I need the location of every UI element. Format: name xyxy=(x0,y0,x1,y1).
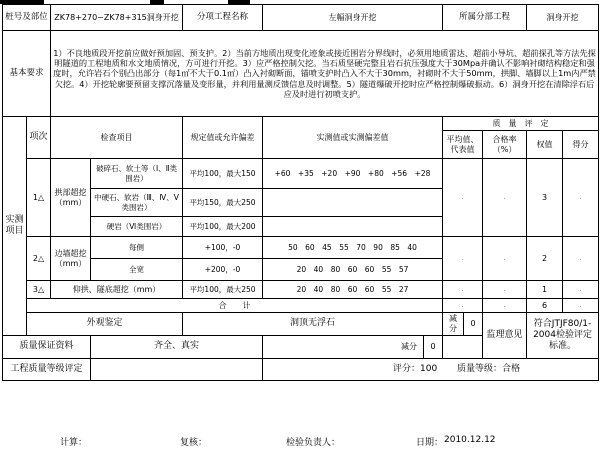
row3-weight: 1 xyxy=(527,281,563,299)
assurance-label: 质量保证资料 xyxy=(3,336,91,359)
sum-avg: . xyxy=(443,299,483,313)
row1-weight: 3 xyxy=(527,159,563,237)
row1-rock-b: 中硬石、软岩（Ⅲ、Ⅳ、Ⅴ类围岩） xyxy=(91,189,183,217)
row3-spec: 平均100，最大250 xyxy=(183,281,263,299)
values-header: 实测值或实测偏差值 xyxy=(263,117,443,159)
score-label: 评分： xyxy=(393,363,421,374)
row1-avg: . xyxy=(443,159,483,237)
row2-values-a: 50 60 45 55 70 90 85 40 xyxy=(263,237,443,259)
appearance-value: 洞顶无浮石 xyxy=(183,313,443,336)
sum-pass: . xyxy=(483,299,527,313)
row3-score: . xyxy=(563,281,599,299)
appearance-deduct-label: 减分 xyxy=(449,314,458,333)
calc-label: 计算： xyxy=(60,438,88,448)
row2-spec-b: +200，-0 xyxy=(183,259,263,281)
inspection-form-table xyxy=(2,4,599,381)
row3-item: 仰拱、隧底超挖（mm） xyxy=(51,281,183,299)
row1-pass: . xyxy=(483,159,527,237)
spec-header: 规定值或允许偏差 xyxy=(183,117,263,159)
row1-score: . xyxy=(563,159,599,237)
row1-spec-a: 平均100，最大150 xyxy=(183,159,263,189)
level-value: 合格 xyxy=(501,363,520,374)
sum-weight: 6 xyxy=(527,299,563,313)
row2-rock-b: 全宽 xyxy=(91,259,183,281)
appearance-deduct-value: 0 xyxy=(463,313,482,335)
review-label: 复核： xyxy=(180,438,208,448)
row1-values-a: +60 +35 +20 +90 +80 +56 +28 xyxy=(263,159,443,189)
assurance-deduct-label: 减分 xyxy=(401,342,418,351)
level-label: 质量等级： xyxy=(456,363,502,374)
row2-seq: 2△ xyxy=(27,237,51,281)
seq-header: 项次 xyxy=(27,117,51,159)
supervision-label: 监理意见 xyxy=(483,313,527,359)
score-header: 得分 xyxy=(563,131,599,159)
row1-values-b xyxy=(263,189,443,217)
row2-values-b: 20 40 80 60 60 55 57 xyxy=(263,259,443,281)
row1-spec-c: 平均100，最大200 xyxy=(183,217,263,237)
subitem-value: 左幅洞身开挖 xyxy=(263,5,443,31)
grade-values xyxy=(263,359,599,381)
sum-label: 合 计 xyxy=(27,299,443,313)
inspector-label: 检验负责人： xyxy=(286,438,341,448)
row2-score: . xyxy=(563,237,599,281)
grade-spacer xyxy=(91,359,263,381)
part-value: 洞身开挖 xyxy=(527,5,599,31)
requirements-label: 基本要求 xyxy=(3,31,51,117)
row2-rock-a: 每侧 xyxy=(91,237,183,259)
grade-label: 工程质量等级评定 xyxy=(3,359,91,381)
row1-spec-b: 平均150，最大250 xyxy=(183,189,263,217)
row3-pass: . xyxy=(483,281,527,299)
date-label: 日期： xyxy=(416,438,444,448)
row2-spec-a: +100，-0 xyxy=(183,237,263,259)
pile-label: 桩号及部位 xyxy=(3,5,51,31)
avg-header: 平均值、代表值 xyxy=(443,131,483,159)
row1-rock-c: 硬岩（Ⅵ类围岩） xyxy=(91,217,183,237)
item-header: 检查项目 xyxy=(51,117,183,159)
sum-score: . xyxy=(563,299,599,313)
row3-values: 20 40 80 60 60 55 27 xyxy=(263,281,443,299)
part-label: 所属分部工程 xyxy=(443,5,527,31)
supervision-value: 符合JTJF80/1-2004检验评定标准。 xyxy=(527,313,599,359)
weight-header: 权值 xyxy=(527,131,563,159)
row3-seq: 3△ xyxy=(27,281,51,299)
pass-header: 合格率（%） xyxy=(483,131,527,159)
row3-avg: . xyxy=(443,281,483,299)
subitem-label: 分项工程名称 xyxy=(183,5,263,31)
row1-item: 拱部超挖（mm） xyxy=(51,159,91,237)
date-value: 2010.12.12 xyxy=(444,435,496,445)
row2-item: 边墙超挖（mm） xyxy=(51,237,91,281)
row1-seq: 1△ xyxy=(27,159,51,237)
pile-value: ZK78+270~ZK78+315洞身开挖 xyxy=(51,5,183,31)
assurance-deduct-value: 0 xyxy=(423,336,442,358)
signature-footer xyxy=(0,432,600,448)
row1-rock-a: 破碎石、软土等（Ⅰ、Ⅱ类围岩） xyxy=(91,159,183,189)
row2-pass: . xyxy=(483,237,527,281)
assurance-value: 齐全、真实 xyxy=(91,336,263,359)
measured-items-label: 实测项目 xyxy=(3,117,27,336)
score-value: 100 xyxy=(420,363,438,374)
quality-header: 质 量 评 定 xyxy=(443,117,599,131)
row2-weight: 2 xyxy=(527,237,563,281)
appearance-label: 外观鉴定 xyxy=(27,313,183,336)
row2-avg: . xyxy=(443,237,483,281)
row1-values-c xyxy=(263,217,443,237)
requirements-text: 1）不良地质段开挖前应做好预加固、预支护。2）当前方地质出现变化迹象或接近围岩分界线时，必须用地质雷达、超前小导坑、超前探孔等方法先探明隧道的工程地质和水文地质情况，方可进行开挖。3）应严格控制欠挖。当石质坚硬完整且岩石抗压强度大于30Mpa并确认不影响衬砌结构稳定和强度时，允许岩石个别凸出部分（每1㎡不大于0.1㎡）凸入衬砌断面，锚喷支护时凸入不大于30mm，衬砌时不大于50mm，拱脚、墙脚以上1m内严禁欠挖。4）开挖轮廓要预留支撑沉落量及变形量，并利用量测反馈信息及时调整。5）隧道爆破开挖时应严格控制爆破振动。6）洞身开挖在清除浮石后应及时进行初喷支护。 xyxy=(51,31,599,117)
